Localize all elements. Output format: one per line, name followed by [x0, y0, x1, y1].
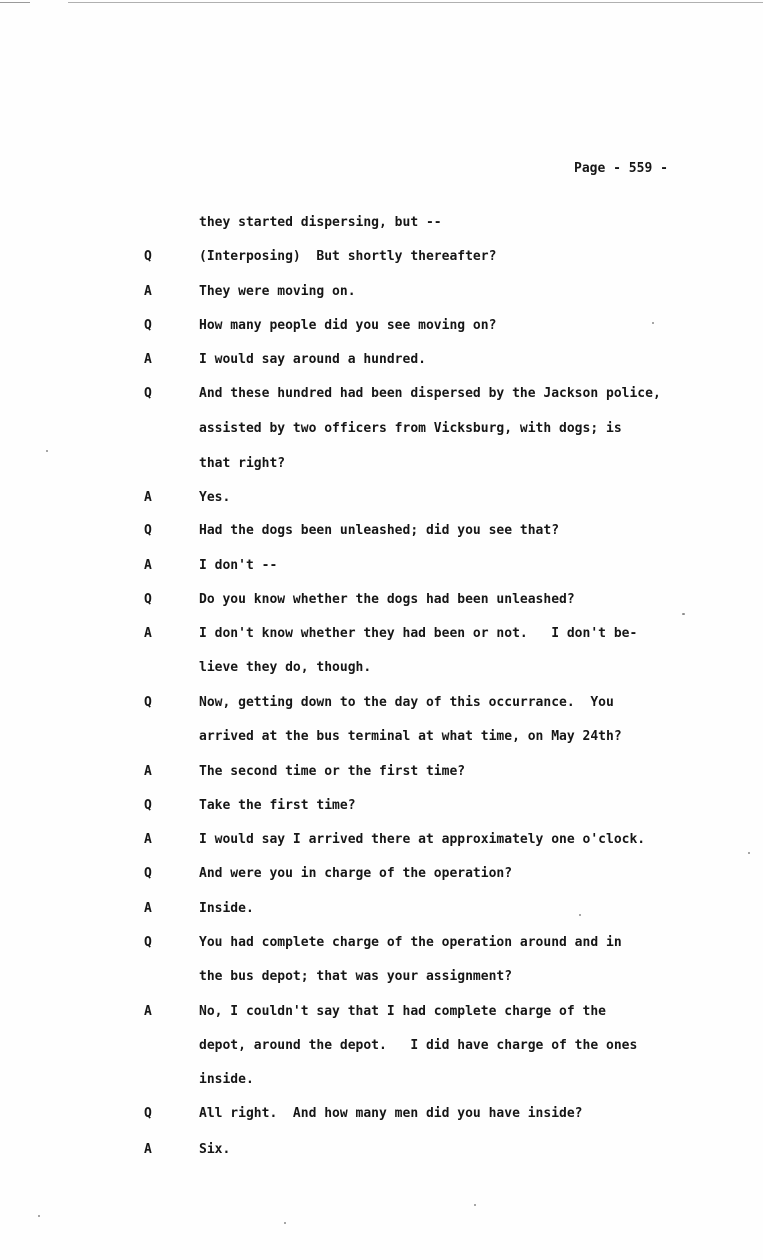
transcript-line — [0, 421, 763, 441]
line-text: Now, getting down to the day of this occurrance. You — [199, 695, 614, 710]
transcript-line — [0, 626, 763, 646]
transcript-line — [0, 935, 763, 955]
line-text: that right? — [199, 456, 286, 471]
line-text: Yes. — [199, 490, 231, 505]
line-text: How many people did you see moving on? — [199, 318, 497, 333]
scan-speck — [46, 450, 48, 452]
line-text: I would say around a hundred. — [199, 352, 426, 367]
scan-speck — [284, 1222, 286, 1224]
line-text: lieve they do, though. — [199, 660, 372, 675]
transcript-line — [0, 729, 763, 749]
transcript-line — [0, 490, 763, 510]
scan-speck — [38, 1215, 40, 1217]
speaker-label: Q — [144, 523, 152, 538]
speaker-label: Q — [144, 592, 152, 607]
line-text: I would say I arrived there at approximately one o'clock. — [199, 832, 646, 847]
scan-speck — [748, 852, 750, 854]
speaker-label: Q — [144, 249, 152, 264]
line-text: inside. — [199, 1072, 254, 1087]
speaker-label: Q — [144, 935, 152, 950]
line-text: the bus depot; that was your assignment? — [199, 969, 513, 984]
speaker-label: Q — [144, 798, 152, 813]
speaker-label: Q — [144, 318, 152, 333]
speaker-label: Q — [144, 866, 152, 881]
line-text: And were you in charge of the operation? — [199, 866, 513, 881]
transcript-line — [0, 215, 763, 235]
transcript-line — [0, 1004, 763, 1024]
transcript-line — [0, 1142, 763, 1162]
line-text: The second time or the first time? — [199, 764, 466, 779]
line-text: Do you know whether the dogs had been unleashed? — [199, 592, 575, 607]
speaker-label: A — [144, 764, 152, 779]
line-text: depot, around the depot. I did have charge of the ones — [199, 1038, 638, 1053]
speaker-label: A — [144, 284, 152, 299]
transcript-line — [0, 764, 763, 784]
speaker-label: A — [144, 901, 152, 916]
line-text: I don't -- — [199, 558, 278, 573]
scan-speck — [579, 914, 581, 916]
line-text: Take the first time? — [199, 798, 356, 813]
speaker-label: Q — [144, 1106, 152, 1121]
line-text: All right. And how many men did you have inside? — [199, 1106, 583, 1121]
transcript-line — [0, 558, 763, 578]
transcript-line — [0, 386, 763, 406]
scan-speck — [474, 1204, 476, 1206]
page-header: Page - 559 - — [574, 161, 668, 176]
transcript-line — [0, 456, 763, 476]
transcript-line — [0, 866, 763, 886]
transcript-line — [0, 901, 763, 921]
speaker-label: A — [144, 626, 152, 641]
line-text: arrived at the bus terminal at what time, on May 24th? — [199, 729, 622, 744]
transcript-line — [0, 352, 763, 372]
transcript-line — [0, 832, 763, 852]
speaker-label: Q — [144, 386, 152, 401]
speaker-label: A — [144, 490, 152, 505]
line-text: (Interposing) But shortly thereafter? — [199, 249, 497, 264]
line-text: They were moving on. — [199, 284, 356, 299]
transcript-line — [0, 969, 763, 989]
transcript-line — [0, 523, 763, 543]
transcript-line — [0, 695, 763, 715]
line-text: they started dispersing, but -- — [199, 215, 442, 230]
transcript-line — [0, 798, 763, 818]
line-text: I don't know whether they had been or not. I don't be- — [199, 626, 638, 641]
line-text: assisted by two officers from Vicksburg, with dogs; is — [199, 421, 622, 436]
transcript-line — [0, 284, 763, 304]
line-text: Six. — [199, 1142, 231, 1157]
line-text: And these hundred had been dispersed by the Jackson police, — [199, 386, 661, 401]
line-text: No, I couldn't say that I had complete charge of the — [199, 1004, 606, 1019]
line-text: Had the dogs been unleashed; did you see that? — [199, 523, 560, 538]
line-text: Inside. — [199, 901, 254, 916]
transcript-line — [0, 660, 763, 680]
transcript-line — [0, 592, 763, 612]
transcript-line — [0, 1072, 763, 1092]
scan-speck — [682, 613, 685, 615]
speaker-label: A — [144, 832, 152, 847]
transcript-line — [0, 1106, 763, 1126]
speaker-label: A — [144, 558, 152, 573]
transcript-line — [0, 249, 763, 269]
transcript-line — [0, 318, 763, 338]
line-text: You had complete charge of the operation around and in — [199, 935, 622, 950]
scan-speck — [652, 322, 654, 324]
speaker-label: A — [144, 352, 152, 367]
speaker-label: A — [144, 1142, 152, 1157]
transcript-line — [0, 1038, 763, 1058]
speaker-label: A — [144, 1004, 152, 1019]
speaker-label: Q — [144, 695, 152, 710]
